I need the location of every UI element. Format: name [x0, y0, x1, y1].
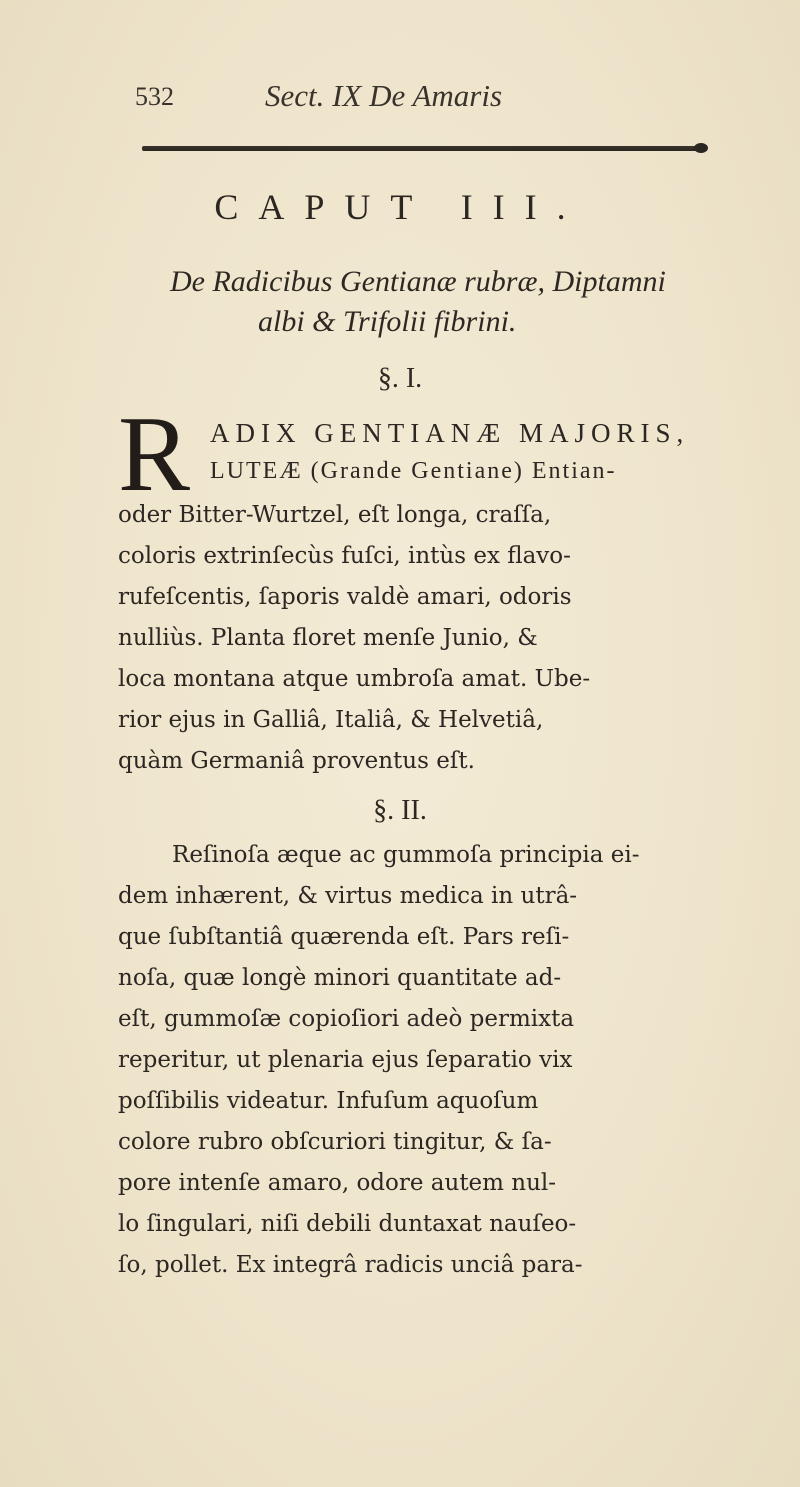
text-line: colore rubro obſcuriori tingitur, & ſa-: [118, 1129, 552, 1155]
page-number: 532: [135, 82, 174, 111]
text-line: rior ejus in Galliâ, Italiâ, & Helvetiâ,: [118, 707, 544, 733]
text-line: Reſinoſa æque ac gummoſa principia ei-: [172, 842, 640, 868]
text-line: coloris extrinſecùs fuſci, intùs ex flavo-: [118, 543, 571, 569]
text-line: reperitur, ut plenaria ejus ſeparatio vix: [118, 1047, 573, 1073]
text-line: loca montana atque umbroſa amat. Ube-: [118, 666, 591, 692]
text-line: poſſibilis videatur. Infuſum aquoſum: [118, 1088, 539, 1114]
text-line: lo ſingulari, niſi debili duntaxat nauſeo-: [118, 1211, 577, 1237]
header-rule: [142, 146, 704, 151]
running-head: [135, 78, 695, 118]
text-line: dem inhærent, & virtus medica in utrâ-: [118, 883, 578, 909]
section-mark-2: §. II.: [373, 795, 427, 826]
text-line: ſo, pollet. Ex integrâ radicis unciâ para-: [118, 1252, 583, 1278]
text-line: quàm Germaniâ proventus eſt.: [118, 748, 475, 774]
text-line: que ſubſtantiâ quærenda eſt. Pars reſi-: [118, 924, 570, 950]
text-line: eſt, gummoſæ copioſiori adeò permixta: [118, 1006, 575, 1032]
text-line: noſa, quæ longè minori quantitate ad-: [118, 965, 562, 991]
section-mark-1: §. I.: [377, 363, 423, 394]
drop-cap: R: [118, 395, 191, 514]
text-line: nulliùs. Planta floret menſe Junio, &: [118, 625, 538, 651]
text-line: LUTEÆ (Grande Gentiane) Entian-: [210, 458, 617, 484]
text-line: ADIX GENTIANÆ MAJORIS,: [210, 418, 690, 448]
chapter-subtitle-line-2: albi & Trifolii fibrini.: [258, 305, 517, 338]
chapter-subtitle-line-1: De Radicibus Gentianæ rubræ, Diptamni: [170, 265, 666, 298]
chapter-heading: CAPUT III.: [214, 187, 586, 227]
section-title: Sect. IX De Amaris: [265, 78, 503, 113]
text-line: pore intenſe amaro, odore autem nul-: [118, 1170, 557, 1196]
text-line: oder Bitter-Wurtzel, eſt longa, craſſa,: [118, 502, 552, 528]
text-line: rufeſcentis, ſaporis valdè amari, odoris: [118, 584, 572, 610]
